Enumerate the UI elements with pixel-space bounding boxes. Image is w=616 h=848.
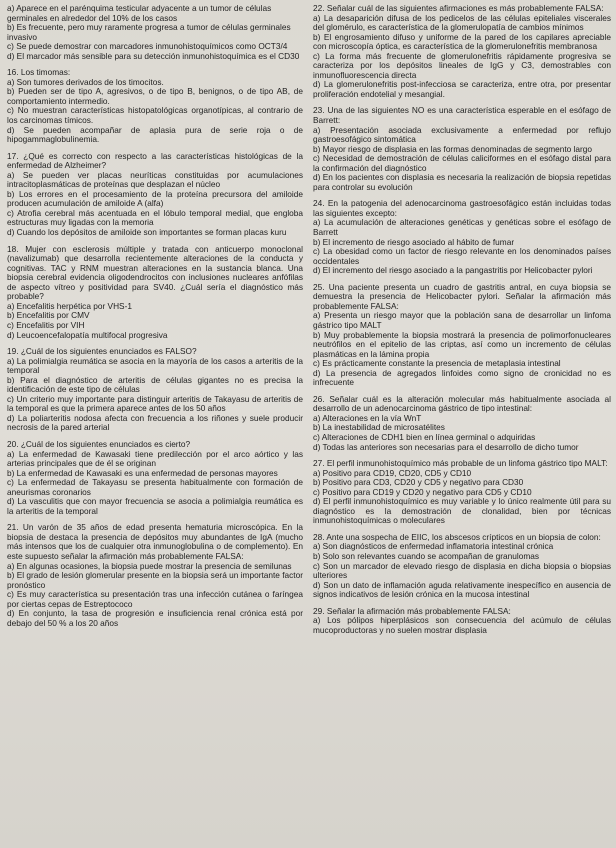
option-d: d) Todas las anteriores son necesarias para el desarrollo de dicho tumor xyxy=(313,441,579,452)
option-d: d) La vasculitis que con mayor frecuencia se asocia a polimialgia reumática es la arteritis de la temporal xyxy=(7,496,303,516)
option-b: b) Positivo para CD3, CD20 y CD5 y negativo para CD30 xyxy=(313,477,524,488)
question-20 xyxy=(7,440,303,516)
option-c: c) No muestran características histopatológicas organotípicas, al contrario de los carcinomas tímicos. xyxy=(7,105,303,126)
option-a: a) Presenta un riesgo mayor que la población sana de desarrollar un linfoma gástrico tipo MALT xyxy=(313,310,611,330)
option-a: a) Presentación asociada exclusivamente a enfermedad por reflujo gastroesofágico sintomática xyxy=(313,124,611,145)
option-b: b) Para el diagnóstico de arteritis de células gigantes no es precisa la identificación de este tipo de células xyxy=(7,374,303,395)
option-d: d) La presencia de agregados linfoides como signo de cronicidad no es infrecuente xyxy=(313,367,611,388)
option-b: b) Solo son relevantes cuando se acompañan de granulomas xyxy=(313,550,540,561)
option-a: a) La enfermedad de Kawasaki tiene predilección por el arco aórtico y las arterias principales que de él se originan xyxy=(7,448,303,469)
question-stem: 28. Ante una sospecha de EIIC, los abscesos crípticos en un biopsia de colon: xyxy=(313,531,601,542)
question-stem: 24. En la patogenia del adenocarcinoma gastroesofágico están incluidas todas las siguientes excepto: xyxy=(313,198,611,218)
question-29 xyxy=(313,607,611,636)
option-b: b) La inestabilidad de microsatélites xyxy=(313,422,445,433)
option-a: a) Encefalitis herpética por VHS-1 xyxy=(7,300,132,311)
option: a) Aparece en el parénquima testicular adyacente a un tumor de células germinales en alrededor del 10% de los casos xyxy=(7,3,272,23)
option-c: c) Es prácticamente constante la presencia de metaplasia intestinal xyxy=(313,358,561,369)
question-stem: 19. ¿Cuál de los siguientes enunciados es FALSO? xyxy=(7,346,197,357)
option-d: d) En los pacientes con displasia es necesaria la realización de biopsia repetidas para controlar su evolución xyxy=(313,172,611,192)
question-28 xyxy=(313,533,611,600)
option-d: d) El perfil inmunohistoquímico es muy variable y lo único realmente útil para su diagnóstico es la demostración de clonalidad, bien por técnicas inmunohistoquímicas o moleculares xyxy=(313,496,611,526)
option-c: c) Son un marcador de elevado riesgo de displasia en dicha biopsia o biopsias ulteriores xyxy=(313,560,611,581)
option-b: b) Los errores en el procesamiento de la proteína precursora del amiloide producen acumulación de amiloide A (alfa) xyxy=(7,188,303,209)
option-a: a) Positivo para CD19, CD20, CD5 y CD10 xyxy=(313,467,472,478)
question-22 xyxy=(313,4,611,99)
question-24 xyxy=(313,199,611,275)
option-b: b) El incremento de riesgo asociado al hábito de fumar xyxy=(313,236,515,247)
option-a: a) Se pueden ver placas neuríticas constituidas por acumulaciones intracitoplasmáticas de proteínas que desplazan el núcleo xyxy=(7,169,303,190)
option-c: c) La enfermedad de Takayasu se presenta habitualmente con formación de aneurismas coronarios xyxy=(7,477,303,497)
option-b: b) Encefalitis por CMV xyxy=(7,310,90,321)
option-b: b) El engrosamiento difuso y uniforme de la pared de los capilares apreciable con microscopía óptica, es característica de la glomerulonefritis membranosa xyxy=(313,31,611,52)
option-c: c) Es muy característica su presentación tras una infección cutánea o faríngea por ciertas cepas de Estreptococo xyxy=(7,589,303,609)
option-d: d) Leucoencefalopatía multifocal progresiva xyxy=(7,329,168,340)
option-a: a) Los pólipos hiperplásicos son consecuencia del acúmulo de células mucoproductoras y no suelen mostrar displasia xyxy=(313,615,611,635)
question-15-continuation xyxy=(7,4,303,61)
question-17 xyxy=(7,152,303,238)
question-25 xyxy=(313,283,611,388)
option-c: c) La obesidad como un factor de riesgo relevante en los denominados países occidentales xyxy=(313,246,611,266)
option-a: a) Son diagnósticos de enfermedad inflamatoria intestinal crónica xyxy=(313,541,554,552)
question-stem: 21. Un varón de 35 años de edad presenta hematuria microscópica. En la biopsia de destaca la presencia de depósitos muy abundantes de IgA (mucho más intensos que los de cualquier otra inmunoglobulina o de complemento). En este supuesto señalar la afirmación más probablemente FALSA: xyxy=(7,522,303,561)
option: d) El marcador más sensible para su detección inmunohistoquímica es el CD30 xyxy=(7,50,300,61)
question-stem: 26. Señalar cuál es la alteración molecular más habitualmente asociada al desarrollo de un adenocarcinoma gástrico de tipo intestinal: xyxy=(313,393,611,414)
question-stem: 23. Una de las siguientes NO es una característica esperable en el esófago de Barrett: xyxy=(313,105,611,126)
question-23 xyxy=(313,106,611,192)
question-stem: 27. El perfil inmunohistoquímico más probable de un linfoma gástrico tipo MALT: xyxy=(313,458,608,469)
option-b: b) La enfermedad de Kawasaki es una enfermedad de personas mayores xyxy=(7,467,278,478)
option-c: c) Necesidad de demostración de células caliciformes en el esófago distal para la confirmación del diagnóstico xyxy=(313,153,611,173)
option-c: c) La forma más frecuente de glomerulonefritis rápidamente progresiva se caracteriza por los depósitos lineales de IgG y C3, demostrables con inmunofluorescencia directa xyxy=(313,50,611,80)
option-c: c) Encefalitis por VIH xyxy=(7,319,85,330)
option-b: b) Muy probablemente la biopsia mostrará la presencia de polimorfonucleares neutrófilos en el epitelio de las criptas, así como un incremento de células plasmáticas en la lámina propia xyxy=(313,329,611,359)
option-c: c) Positivo para CD19 y CD20 y negativo para CD5 y CD10 xyxy=(313,486,532,497)
right-column xyxy=(313,4,611,642)
option-d: d) Se pueden acompañar de aplasia pura de serie roja o de hipogammaglobulinemia. xyxy=(7,124,303,145)
question-stem: 22. Señalar cuál de las siguientes afirmaciones es más probablemente FALSA: xyxy=(313,3,604,13)
option-c: c) Atrofia cerebral más acentuada en el lóbulo temporal medial, que engloba estructuras muy ligadas con la memoria xyxy=(7,207,303,228)
option-c: c) Alteraciones de CDH1 bien en línea germinal o adquiridas xyxy=(313,431,536,442)
question-stem: 17. ¿Qué es correcto con respecto a las características histológicas de la enfermedad de Alzheimer? xyxy=(7,150,303,171)
option: c) Se puede demostrar con marcadores inmunohistoquímicos como OCT3/4 xyxy=(7,41,288,52)
question-19 xyxy=(7,347,303,433)
option-a: a) La acumulación de alteraciones genéticas y genéticas sobre el esófago de Barrett xyxy=(313,217,611,238)
option-a: a) La desaparición difusa de los pedicelos de las células epiteliales viscerales del glomérulo, es característica de la glomerulopatía de cambios mínimos xyxy=(313,12,611,33)
option-a: a) Son tumores derivados de los timocitos. xyxy=(7,76,164,87)
option-b: b) El grado de lesión glomerular presente en la biopsia será un importante factor pronóstico xyxy=(7,570,303,590)
question-stem: 25. Una paciente presenta un cuadro de gastritis antral, en cuya biopsia se demuestra la presencia de Helicobacter pylori. Señalar la afirmación más probablemente FALSA: xyxy=(313,281,611,311)
option-d: d) Cuando los depósitos de amiloide son importantes se forman placas kuru xyxy=(7,227,287,238)
option-d: d) Son un dato de inflamación aguda relativamente inespecífico en ausencia de signos indicativos de lesión crónica en la mucosa intestinal xyxy=(313,579,611,600)
question-stem: 18. Mujer con esclerosis múltiple y tratada con anticuerpo monoclonal (navalizumab) que desarrolla recientemente alteraciones de la conducta y cognitivas. TAC y RNM muestran alteraciones en la sustancia blanca. Una biopsia cerebral evidencia oligodendrocitos con inclusiones nucleares anfófilas de aspecto vítreo y positividad para SV40. ¿Cuál sería el diagnóstico más probable? xyxy=(7,243,303,302)
option-b: b) Pueden ser de tipo A, agresivos, o de tipo B, benignos, o de tipo AB, de comportamiento intermedio. xyxy=(7,86,303,106)
option-c: c) Un criterio muy importante para distinguir arteritis de Takayasu de arteritis de la temporal es que la primera aparece antes de los 50 años xyxy=(7,393,303,414)
option-a: a) En algunas ocasiones, la biopsia puede mostrar la presencia de semilunas xyxy=(7,560,292,571)
question-21 xyxy=(7,523,303,628)
question-stem: 16. Los timomas: xyxy=(7,67,71,78)
option: b) Es frecuente, pero muy raramente progresa a tumor de células germinales invasivo xyxy=(7,22,291,42)
question-stem: 29. Señalar la afirmación más probablemente FALSA: xyxy=(313,605,511,616)
option-a: a) Alteraciones en la vía WnT xyxy=(313,412,422,423)
option-b: b) Mayor riesgo de displasia en las formas denominadas de segmento largo xyxy=(313,143,593,154)
question-stem: 20. ¿Cuál de los siguientes enunciados es cierto? xyxy=(7,438,191,449)
option-a: a) La polimialgia reumática se asocia en la mayoría de los casos a arteritis de la temporal xyxy=(7,355,303,376)
question-26 xyxy=(313,395,611,452)
option-d: d) La glomerulonefritis post-infecciosa se caracteriza, entre otra, por presentar proliferación endotelial y mesangial. xyxy=(313,79,611,99)
left-column xyxy=(7,4,303,635)
option-d: d) La poliarteritis nodosa afecta con frecuencia a los riñones y suele producir necrosis de la pared arterial xyxy=(7,412,303,433)
question-16 xyxy=(7,68,303,144)
question-27 xyxy=(313,459,611,526)
question-18 xyxy=(7,245,303,340)
option-d: d) En conjunto, la tasa de progresión e insuficiencia renal crónica está por debajo del 50 % a los 20 años xyxy=(7,608,303,628)
option-d: d) El incremento del riesgo asociado a la pangastritis por Helicobacter pylori xyxy=(313,265,593,276)
